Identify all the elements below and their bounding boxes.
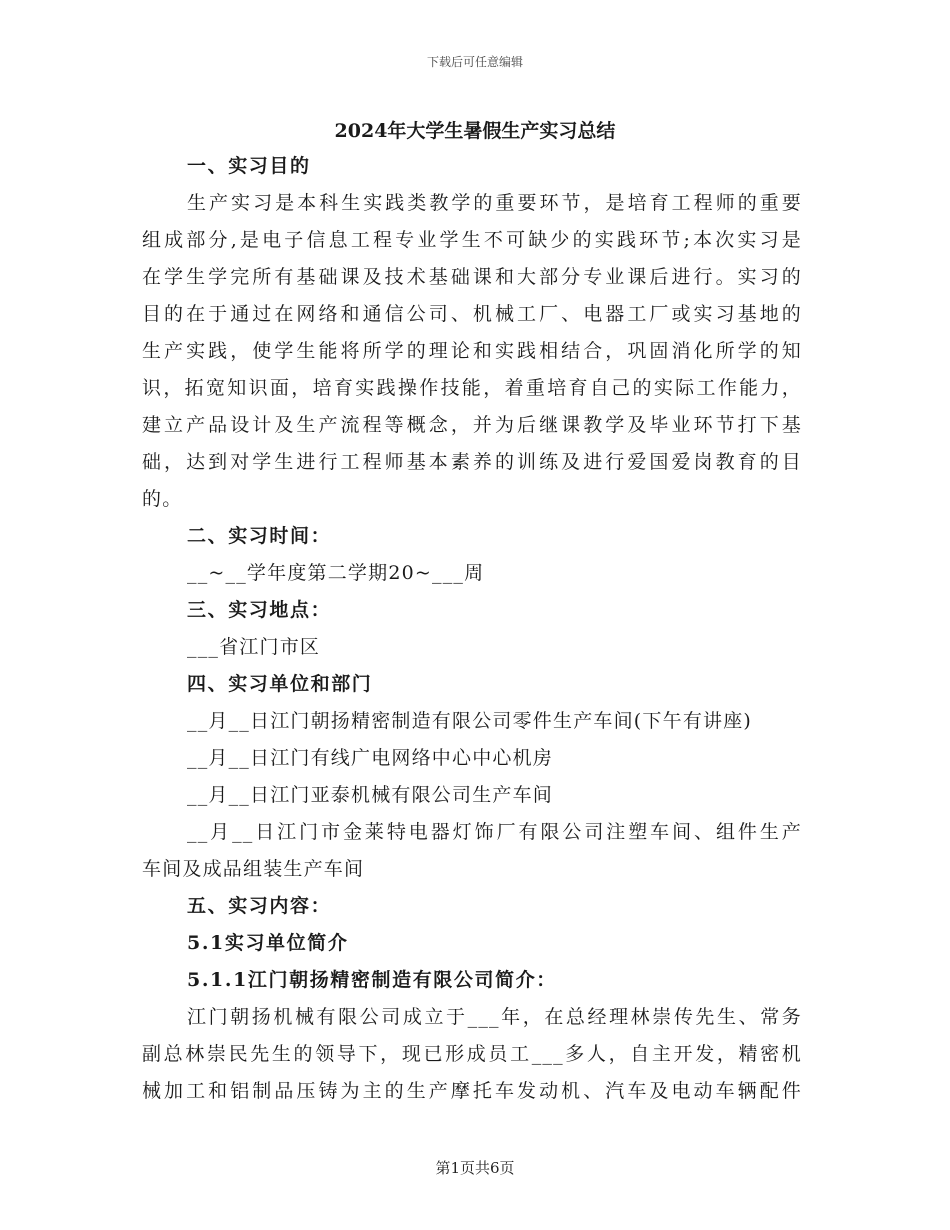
list-item: __月__日江门亚泰机械有限公司生产车间	[187, 784, 554, 806]
section-3-heading: 三、实习地点：	[187, 599, 332, 621]
paragraph-line: 识，拓宽知识面，培育实践操作技能，着重培育自己的实际工作能力，	[142, 377, 802, 399]
paragraph-line: 械加工和铝制品压铸为主的生产摩托车发动机、汽车及电动车辆配件	[142, 1080, 802, 1102]
list-item: __月__日江门有线广电网络中心中心机房	[187, 747, 554, 769]
paragraph-line: 在学生学完所有基础课及技术基础课和大部分专业课后进行。实习的	[142, 266, 802, 288]
paragraph-line: 副总林崇民先生的领导下，现已形成员工___多人，自主开发，精密机	[142, 1043, 802, 1065]
section-5-1-1-heading: 5.1.1江门朝扬精密制造有限公司简介：	[187, 969, 557, 991]
section-5-heading: 五、实习内容：	[187, 895, 332, 917]
page-number: 第1页共6页	[435, 1159, 515, 1177]
document-title: 2024年大学生暑假生产实习总结	[334, 120, 616, 142]
paragraph-line: 目的在于通过在网络和通信公司、机械工厂、电器工厂或实习基地的	[142, 303, 802, 325]
list-item-continuation: 车间及成品组装生产车间	[142, 858, 365, 880]
paragraph-line: 建立产品设计及生产流程等概念，并为后继课教学及毕业环节打下基	[142, 414, 802, 436]
section-4-heading: 四、实习单位和部门	[187, 673, 373, 695]
document-body	[142, 148, 802, 1110]
paragraph-line: 础，达到对学生进行工程师基本素养的训练及进行爱国爱岗教育的目	[142, 451, 802, 473]
paragraph-line: 生产实习是本科生实践类教学的重要环节，是培育工程师的重要	[187, 192, 802, 214]
internship-location: ___省江门市区	[187, 636, 321, 658]
paragraph-line: 生产实践，使学生能将所学的理论和实践相结合，巩固消化所学的知	[142, 340, 802, 362]
list-item: __月__日江门朝扬精密制造有限公司零件生产车间(下午有讲座)	[187, 710, 753, 732]
paragraph-line: 组成部分,是电子信息工程专业学生不可缺少的实践环节;本次实习是	[142, 229, 802, 251]
paragraph-line: 江门朝扬机械有限公司成立于___年，在总经理林崇传先生、常务	[187, 1006, 802, 1028]
section-5-1-heading: 5.1实习单位简介	[187, 932, 349, 954]
page-header-note: 下载后可任意编辑	[426, 55, 523, 69]
section-2-heading: 二、实习时间：	[187, 525, 332, 547]
section-1-heading: 一、实习目的	[187, 155, 311, 177]
list-item: __月__日江门市金莱特电器灯饰厂有限公司注塑车间、组件生产	[187, 821, 802, 843]
internship-time: __~__学年度第二学期20~___周	[187, 562, 485, 584]
paragraph-line: 的。	[142, 488, 183, 510]
